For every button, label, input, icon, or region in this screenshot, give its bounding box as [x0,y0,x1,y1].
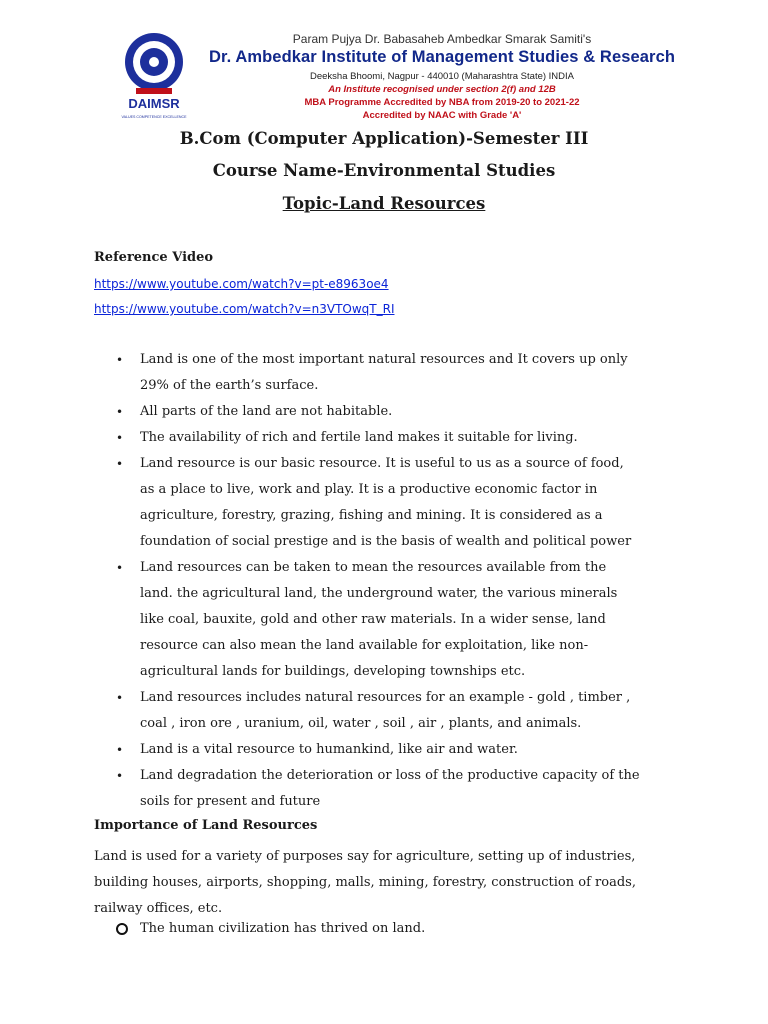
bullet-text: Land is a vital resource to humankind, like air and water. [140,742,518,757]
bullet-text: Land resource is our basic resource. It is useful to us as a source of food, as a place to live, work and play. It is a productive economic factor in agriculture, forestry, grazing, fishing and mining. It is considered as a foundation of social prestige and is the basis of wealth and political power [140,456,632,549]
list-item [0,347,640,399]
institute-logo [120,30,188,128]
recognition-line: An Institute recognised under section 2(f) and 12B [328,84,556,95]
bullet-icon: • [116,431,124,445]
letterhead [96,20,702,126]
bullet-icon: • [116,769,124,783]
topic-title: Topic-Land Resources [282,194,486,213]
reference-link-1[interactable]: https://www.youtube.com/watch?v=pt-e8963oe4 [94,277,389,291]
list-item [0,451,640,555]
list-item [0,737,640,763]
reference-heading: Reference Video [94,250,214,265]
list-item [0,425,640,451]
nba-line: MBA Programme Accredited by NBA from 2019-20 to 2021-22 [304,97,580,108]
list-item [0,685,640,737]
bullet-icon: • [116,405,124,419]
bullet-icon: • [116,691,124,705]
list-item [0,763,640,815]
samiti-line: Param Pujya Dr. Babasaheb Ambedkar Smarak Samiti's [292,32,592,46]
bullet-list [0,347,768,815]
reference-link-2[interactable]: https://www.youtube.com/watch?v=n3VTOwqT_RI [94,302,395,316]
course-name-title: Course Name-Environmental Studies [212,161,556,180]
bullet-text: The availability of rich and fertile land makes it suitable for living. [140,430,578,445]
bullet-text: Land resources includes natural resources for an example - gold , timber , coal , iron ore , uranium, oil, water , soil , air , plants, and animals. [140,690,631,731]
list-item [0,555,640,685]
bullet-text: All parts of the land are not habitable. [140,404,393,419]
importance-heading: Importance of Land Resources [94,818,318,833]
circle-item-text: The human civilization has thrived on land. [140,921,426,936]
letterhead-text [192,32,692,123]
logo-tagline: VALUES COMPETENCE EXCELLENCE [121,115,187,119]
bullet-icon: • [116,743,124,757]
institute-name: Dr. Ambedkar Institute of Management Studies & Research [208,48,676,66]
bullet-text: Land degradation the deterioration or loss of the productive capacity of the soils for present and future [140,768,640,809]
bullet-icon: • [116,457,124,471]
naac-line: Accredited by NAAC with Grade 'A' [362,110,522,121]
institute-address: Deeksha Bhoomi, Nagpur - 440010 (Maharashtra State) INDIA [309,71,575,82]
logo-text: DAIMSR [128,96,180,111]
list-item [0,399,640,425]
bullet-text: Land resources can be taken to mean the resources available from the land. the agricultural land, the underground water, the various minerals like coal, bauxite, gold and other raw materials. In a wider sense, land resource can also mean the land available for exploitation, like non-agricultural lands for buildings, developing townships etc. [140,560,618,679]
importance-paragraph: Land is used for a variety of purposes say for agriculture, setting up of industries, building houses, airports, shopping, malls, mining, forestry, construction of roads, railway offices, etc. [94,849,636,916]
course-title: B.Com (Computer Application)-Semester III [179,129,589,148]
bullet-text: Land is one of the most important natural resources and It covers up only 29% of the earth’s surface. [140,352,628,393]
bullet-icon: • [116,353,124,367]
circle-bullet-icon [116,923,128,935]
bullet-icon: • [116,561,124,575]
circle-list-item [140,918,425,940]
